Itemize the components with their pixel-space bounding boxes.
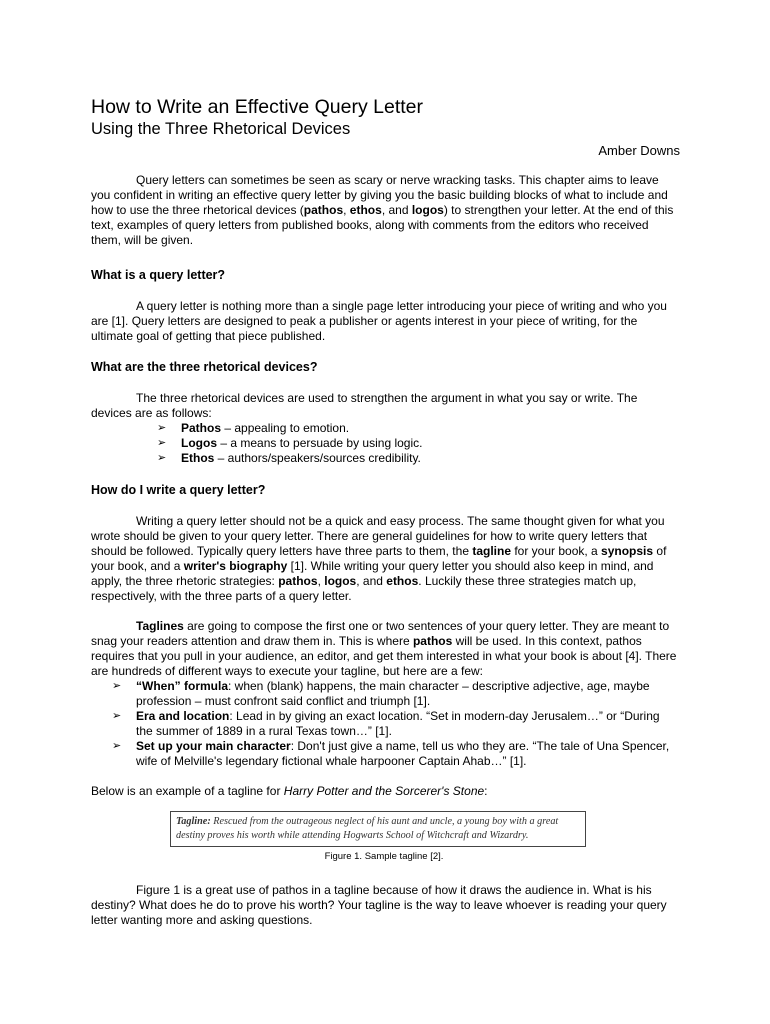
arrow-bullet-icon: ➢: [157, 452, 167, 464]
closing-paragraph: Figure 1 is a great use of pathos in a tagline because of how it draws the audience in. What is his destiny? What does he do to prove his worth? Your tagline is the way to leave whoever is reading your query letter wanting more and asking questions.: [91, 883, 667, 927]
intro-paragraph: Query letters can sometimes be seen as scary or nerve wracking tasks. This chapter aims to leave you confident in writing an effective query letter by giving you the basic building blocks of what to include and how to use the three rhetorical devices (pathos, ethos, and logos) to strengthen your letter. At the end of this text, examples of query letters from published books, along with comments from the editors who received them, will be given.: [91, 173, 674, 247]
arrow-bullet-icon: ➢: [112, 740, 122, 752]
section-heading-rhetorical-devices: What are the three rhetorical devices?: [91, 360, 318, 374]
list-item: ➢ Set up your main character: Don't just give a name, tell us who they are. “The tale of Una Spencer, wife of Melville's legendary fictional whale harpooner Captain Ahab…” [1].: [112, 739, 670, 768]
list-item: ➢ Pathos – appealing to emotion.: [157, 421, 350, 435]
tagline-figure: Tagline: Rescued from the outrageous neglect of his aunt and uncle, a young boy with a great destiny proves his worth while attending Hogwarts School of Witchcraft and Wizardry.: [170, 811, 586, 847]
arrow-bullet-icon: ➢: [112, 680, 122, 692]
section-paragraph-how-to-write: Writing a query letter should not be a quick and easy process. The same thought given for what you wrote should be given to your query letter. There are general guidelines for how to write query letters that should be followed. Typically query letters have three parts to them, the tagline for your book, a synopsis of your book, and a writer's biography [1]. While writing your query letter you should also keep in mind, and apply, the three rhetoric strategies: pathos, logos, and ethos. Luckily these three strategies match up, respectively, with the three parts of a query letter.: [91, 514, 667, 603]
arrow-bullet-icon: ➢: [157, 422, 167, 434]
figure-container: [91, 811, 677, 855]
section-heading-how-to-write: How do I write a query letter?: [91, 483, 266, 497]
section-heading-what-is: What is a query letter?: [91, 268, 226, 282]
document-subtitle: Using the Three Rhetorical Devices: [91, 120, 351, 138]
list-item: ➢ Logos – a means to persuade by using logic.: [157, 436, 423, 450]
section-paragraph-what-is: A query letter is nothing more than a single page letter introducing your piece of writing and who you are [1]. Query letters are designed to peak a publisher or agents interest in your piece of writing, for the ultimate goal of getting that piece published.: [91, 299, 667, 343]
devices-list: [91, 421, 677, 466]
list-item: ➢ Era and location: Lead in by giving an exact location. “Set in modern-day Jerusalem…” or “During the summer of 1889 in a rural Texas town…” [1].: [112, 709, 660, 738]
document-page: [91, 96, 680, 928]
document-title: How to Write an Effective Query Letter: [91, 96, 424, 118]
list-item: ➢ Ethos – authors/speakers/sources credibility.: [157, 451, 421, 465]
tagline-methods-list: [91, 679, 677, 769]
section-paragraph-rhetorical-devices: The three rhetorical devices are used to strengthen the argument in what you say or write. The devices are as follows:: [91, 391, 638, 420]
example-intro: Below is an example of a tagline for Harry Potter and the Sorcerer's Stone:: [91, 784, 488, 798]
list-item: ➢ “When” formula: when (blank) happens, the main character – descriptive adjective, age, maybe profession – must confront said conflict and triumph [1].: [112, 679, 650, 708]
section-paragraph-taglines: Taglines are going to compose the first one or two sentences of your query letter. They are meant to snag your readers attention and draw them in. This is where pathos will be used. In this context, pathos requires that you pull in your audience, an editor, and get them interested in what your book is about [4]. There are hundreds of different ways to execute your tagline, but here are a few:: [91, 619, 677, 678]
arrow-bullet-icon: ➢: [157, 437, 167, 449]
arrow-bullet-icon: ➢: [112, 710, 122, 722]
author-name: Amber Downs: [598, 143, 680, 158]
figure-caption: Figure 1. Sample tagline [2].: [324, 851, 444, 862]
